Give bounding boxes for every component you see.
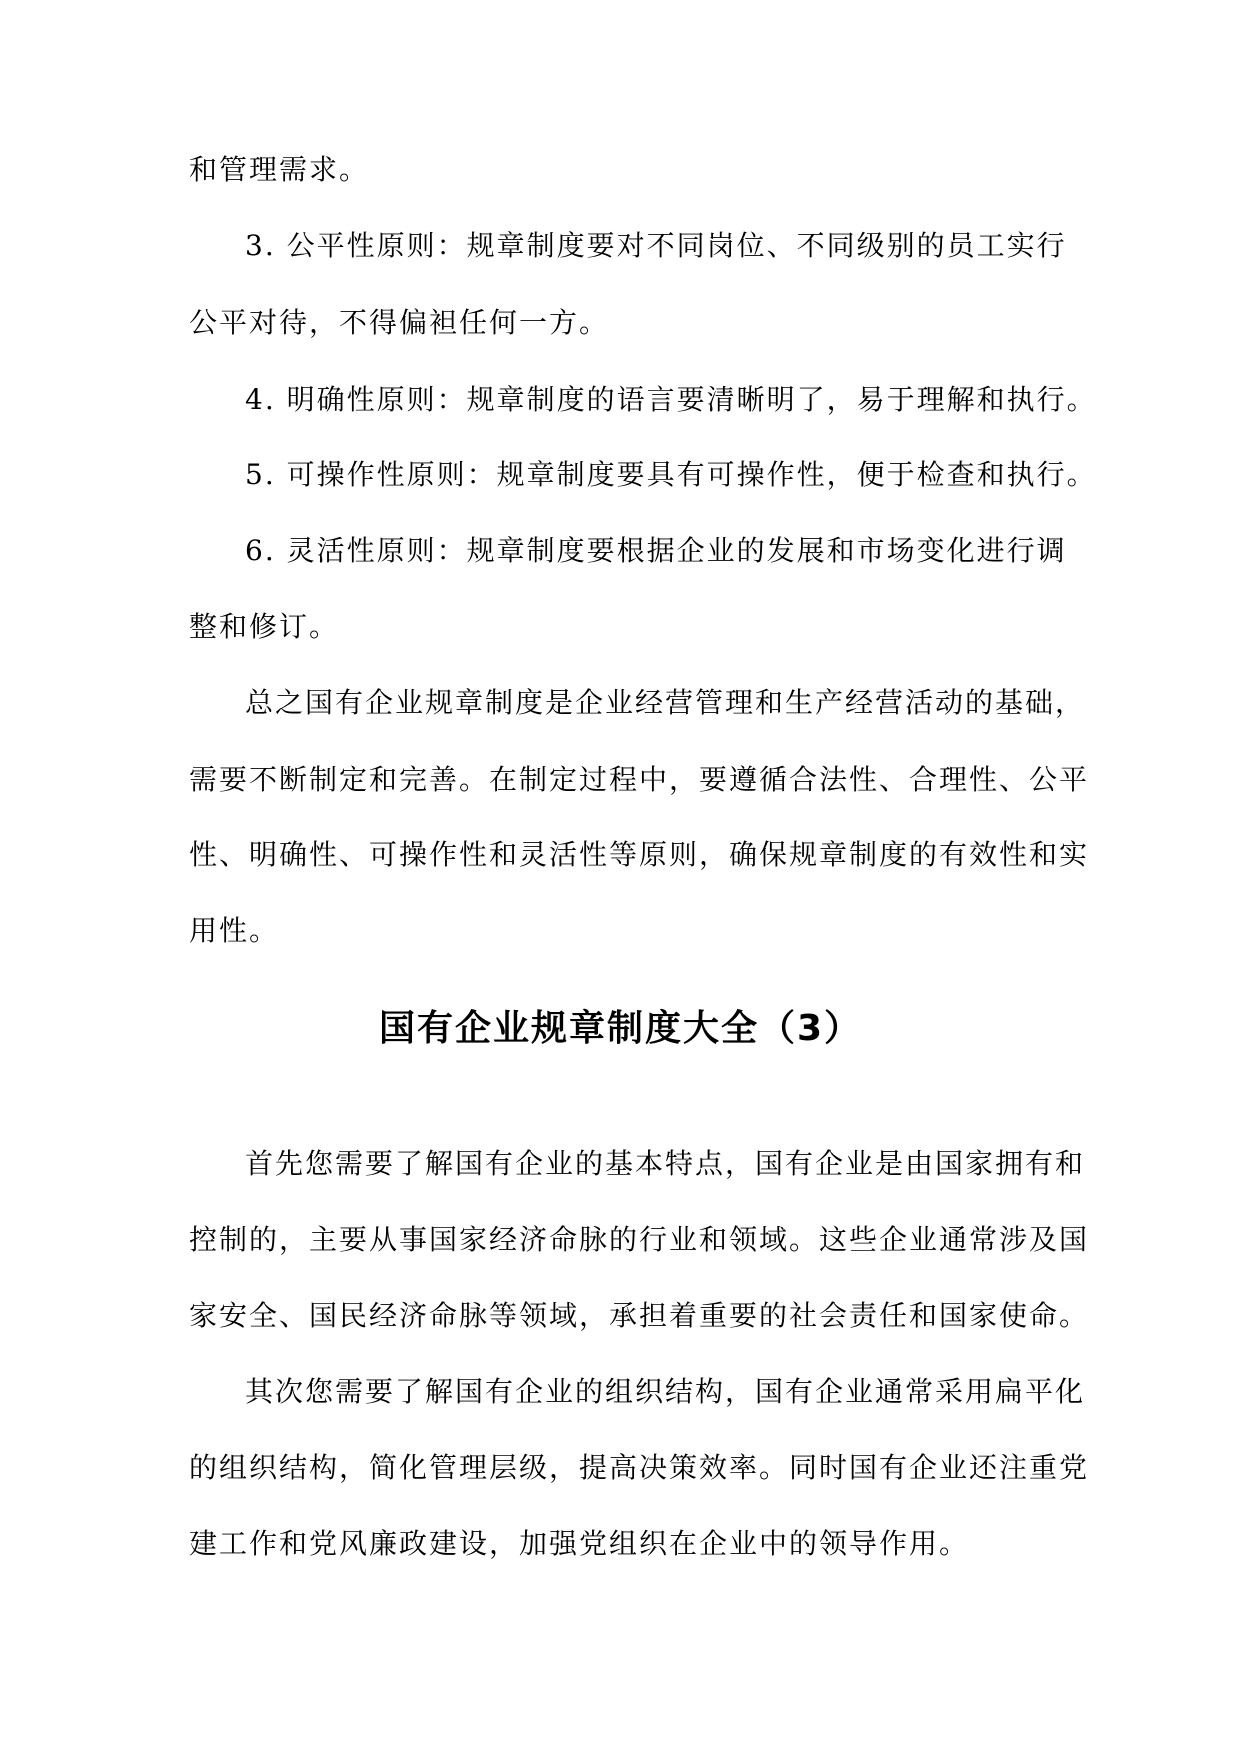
paragraph-line: 用性。 (189, 914, 280, 947)
paragraph-line: 公平对待，不得偏袒任何一方。 (189, 306, 610, 339)
paragraph-line: 性、明确性、可操作性和灵活性等原则，确保规章制度的有效性和实 (189, 838, 1090, 871)
paragraph-line: 控制的，主要从事国家经济命脉的行业和领域。这些企业通常涉及国 (189, 1223, 1090, 1256)
paragraph-line: 的组织结构，简化管理层级，提高决策效率。同时国有企业还注重党 (189, 1451, 1090, 1484)
paragraph-line: 需要不断制定和完善。在制定过程中，要遵循合法性、合理性、公平 (189, 763, 1090, 796)
paragraph-line: 和管理需求。 (189, 153, 370, 186)
section-heading: 国有企业规章制度大全（3） (378, 1008, 863, 1049)
structure-paragraph: 其次您需要了解国有企业的组织结构，国有企业通常采用扁平化 (245, 1375, 1086, 1408)
principle-item-4: 4. 明确性原则：规章制度的语言要清晰明了，易于理解和执行。 (245, 383, 1097, 416)
paragraph-line: 建工作和党风廉政建设，加强党组织在企业中的领导作用。 (189, 1527, 970, 1560)
summary-paragraph: 总之国有企业规章制度是企业经营管理和生产经营活动的基础， (245, 686, 1086, 719)
principle-item-5: 5. 可操作性原则：规章制度要具有可操作性，便于检查和执行。 (245, 458, 1097, 491)
paragraph-line: 整和修订。 (189, 610, 340, 643)
principle-item-6: 6. 灵活性原则：规章制度要根据企业的发展和市场变化进行调 (245, 534, 1067, 567)
paragraph-line: 家安全、国民经济命脉等领域，承担着重要的社会责任和国家使命。 (189, 1299, 1090, 1332)
principle-item-3: 3. 公平性原则：规章制度要对不同岗位、不同级别的员工实行 (245, 229, 1067, 262)
intro-paragraph: 首先您需要了解国有企业的基本特点，国有企业是由国家拥有和 (245, 1147, 1086, 1180)
